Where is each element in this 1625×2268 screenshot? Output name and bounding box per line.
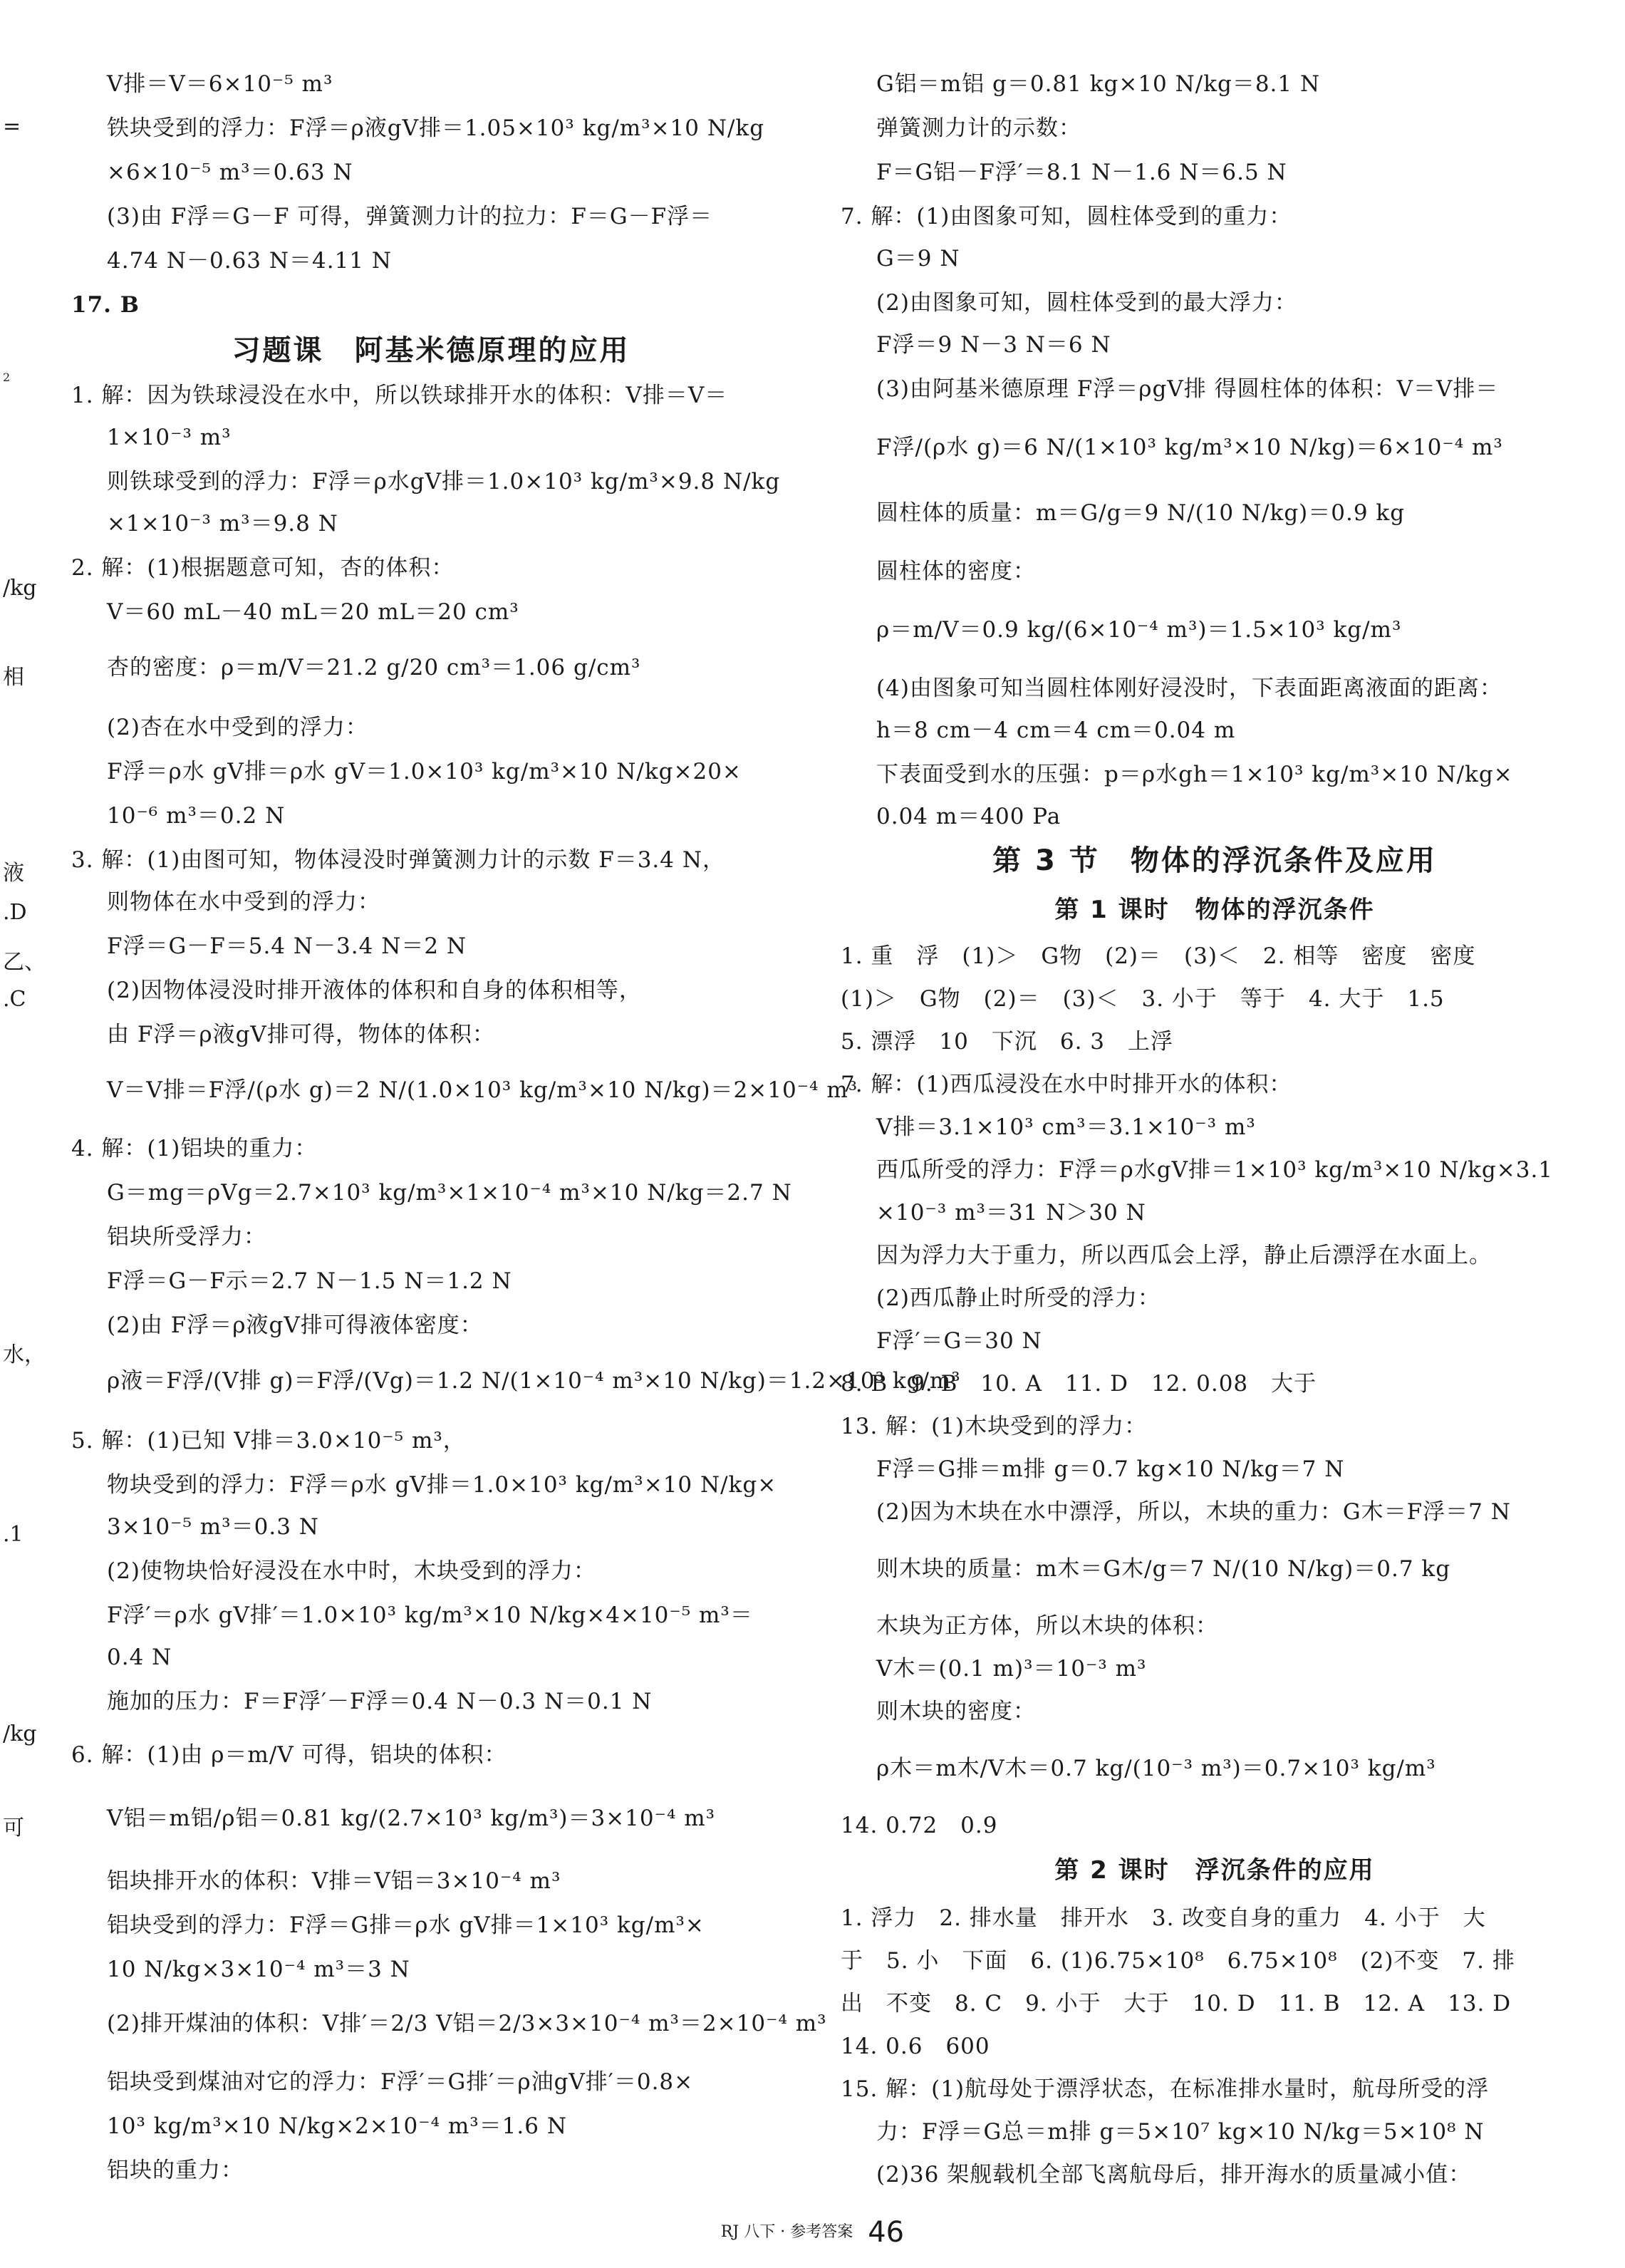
answer-line: (3)由 F浮＝G－F 可得，弹簧测力计的拉力：F＝G－F浮＝ (107, 204, 713, 229)
answer-line: (2)因为木块在水中漂浮，所以，木块的重力：G木＝F浮＝7 N (876, 1499, 1511, 1525)
footer-label: RJ 八下 · 参考答案 (720, 2223, 853, 2241)
answer-line: V铝＝m铝/ρ铝＝0.81 kg/(2.7×10³ kg/m³)＝3×10⁻⁴ m³ (107, 1806, 716, 1831)
left-margin-fragments (0, 0, 46, 2268)
answer-line: 因为浮力大于重力，所以西瓜会上浮，静止后漂浮在水面上。 (876, 1243, 1492, 1268)
edge-fragment: 水， (3, 1342, 46, 1367)
edge-fragment: 相 (3, 665, 24, 690)
section-heading: 习题课 阿基米德原理的应用 (232, 334, 630, 367)
answer-line: 7. 解：(1)西瓜浸没在水中时排开水的体积： (841, 1072, 1292, 1097)
answer-line: G＝9 N (876, 246, 960, 271)
edge-fragment: .1 (3, 1522, 24, 1547)
edge-fragment: /kg (3, 576, 37, 601)
answer-line: 木块为正方体，所以木块的体积： (876, 1613, 1218, 1639)
answer-line: 1. 重 浮 (1)＞ G物 (2)＝ (3)＜ 2. 相等 密度 密度 (841, 943, 1476, 969)
answer-line: 7. 解：(1)由图象可知，圆柱体受到的重力： (841, 204, 1292, 229)
answer-line: 由 F浮＝ρ液gV排可得，物体的体积： (107, 1022, 495, 1047)
answer-line: F浮＝G－F＝5.4 N－3.4 N＝2 N (107, 933, 467, 959)
answer-line: 西瓜所受的浮力：F浮＝ρ水gV排＝1×10³ kg/m³×10 N/kg×3.1 (876, 1157, 1554, 1183)
answer-line: V排＝V＝6×10⁻⁵ m³ (107, 71, 333, 97)
answer-line: 5. 漂浮 10 下沉 6. 3 上浮 (841, 1029, 1174, 1055)
answer-line: (3)由阿基米德原理 F浮＝ρgV排 得圆柱体的体积：V＝V排＝ (876, 376, 1499, 402)
answer-line: 则木块的质量：m木＝G木/g＝7 N/(10 N/kg)＝0.7 kg (876, 1556, 1451, 1582)
edge-fragment: 乙、 (3, 950, 46, 975)
answer-line: F浮′＝ρ水 gV排′＝1.0×10³ kg/m³×10 N/kg×4×10⁻⁵ m³＝ (107, 1602, 753, 1628)
answer-line: 0.4 N (107, 1645, 172, 1670)
answer-line: 则木块的密度： (876, 1699, 1036, 1724)
answer-line: 于 5. 小 下面 6. (1)6.75×10⁸ 6.75×10⁸ (2)不变 7. 排 (841, 1948, 1515, 1974)
answer-line: 铝块受到煤油对它的浮力：F浮′＝G排′＝ρ油gV排′＝0.8× (107, 2069, 694, 2095)
answer-line: 铝块受到的浮力：F浮＝G排＝ρ水 gV排＝1×10³ kg/m³× (107, 1912, 705, 1938)
edge-fragment: 2 (3, 371, 11, 384)
answer-line: (2)由图象可知，圆柱体受到的最大浮力： (876, 290, 1297, 316)
answer-line: 铁块受到的浮力：F浮＝ρ液gV排＝1.05×10³ kg/m³×10 N/kg (107, 115, 765, 141)
page-footer (0, 2216, 1625, 2249)
subsection-heading: 第 1 课时 物体的浮沉条件 (1054, 896, 1375, 924)
answer-line: 14. 0.6 600 (841, 2034, 990, 2059)
answer-line: 铝块的重力： (107, 2158, 244, 2183)
answer-line: 力：F浮＝G总＝m排 g＝5×10⁷ kg×10 N/kg＝5×10⁸ N (876, 2119, 1485, 2145)
answer-line: 下表面受到水的压强：p＝ρ水gh＝1×10³ kg/m³×10 N/kg× (876, 762, 1513, 787)
answer-line: 铝块排开水的体积：V排＝V铝＝3×10⁻⁴ m³ (107, 1868, 561, 1894)
answer-line: 则铁球受到的浮力：F浮＝ρ水gV排＝1.0×10³ kg/m³×9.8 N/kg (107, 469, 781, 494)
answer-line: 圆柱体的密度： (876, 559, 1036, 584)
answer-line: 杏的密度：ρ＝m/V＝21.2 g/20 cm³＝1.06 g/cm³ (107, 655, 641, 680)
answer-line: 10⁻⁶ m³＝0.2 N (107, 803, 286, 829)
answer-line: 弹簧测力计的示数： (876, 115, 1081, 141)
page-number: 46 (868, 2216, 905, 2249)
answer-line: (2)由 F浮＝ρ液gV排可得液体密度： (107, 1312, 483, 1338)
answer-line: 2. 解：(1)根据题意可知，杏的体积： (71, 555, 455, 581)
answer-line: (4)由图象可知当圆柱体刚好浸没时，下表面距离液面的距离： (876, 675, 1502, 701)
answer-line: (2)因物体浸没时排开液体的体积和自身的体积相等， (107, 978, 642, 1003)
answer-line: 4. 解：(1)铝块的重力： (71, 1136, 318, 1161)
answer-line: ×6×10⁻⁵ m³＝0.63 N (107, 160, 353, 185)
answer-line: V＝60 mL－40 mL＝20 mL＝20 cm³ (107, 599, 519, 625)
answer-line: 则物体在水中受到的浮力： (107, 889, 380, 915)
answer-line: 施加的压力：F＝F浮′－F浮＝0.4 N－0.3 N＝0.1 N (107, 1689, 653, 1714)
section-heading: 第 3 节 物体的浮沉条件及应用 (992, 844, 1437, 877)
answer-line: V排＝3.1×10³ cm³＝3.1×10⁻³ m³ (876, 1114, 1256, 1140)
answer-line: G＝mg＝ρVg＝2.7×10³ kg/m³×1×10⁻⁴ m³×10 N/kg＝2.7 N (107, 1180, 792, 1206)
answer-line: F＝G铝－F浮′＝8.1 N－1.6 N＝6.5 N (876, 160, 1287, 185)
answer-line: G铝＝m铝 g＝0.81 kg×10 N/kg＝8.1 N (876, 71, 1321, 97)
answer-line: 5. 解：(1)已知 V排＝3.0×10⁻⁵ m³， (71, 1428, 466, 1454)
edge-fragment: .D (3, 900, 27, 925)
answer-line: 3. 解：(1)由图可知，物体浸没时弹簧测力计的示数 F＝3.4 N， (71, 847, 725, 873)
answer-line: 6. 解：(1)由 ρ＝m/V 可得，铝块的体积： (71, 1742, 507, 1768)
edge-fragment: = (3, 114, 21, 139)
answer-line: F浮/(ρ水 g)＝6 N/(1×10³ kg/m³×10 N/kg)＝6×10⁻⁴ m³ (876, 435, 1503, 460)
answer-line: 0.04 m＝400 Pa (876, 804, 1061, 829)
answer-line: 3×10⁻⁵ m³＝0.3 N (107, 1514, 319, 1540)
answer-line: 4.74 N－0.63 N＝4.11 N (107, 248, 393, 274)
answer-line: 14. 0.72 0.9 (841, 1813, 998, 1838)
subsection-heading: 第 2 课时 浮沉条件的应用 (1054, 1856, 1375, 1885)
answer-line: h＝8 cm－4 cm＝4 cm＝0.04 m (876, 718, 1236, 743)
answer-line: F浮＝9 N－3 N＝6 N (876, 332, 1111, 358)
answer-line: ρ木＝m木/V木＝0.7 kg/(10⁻³ m³)＝0.7×10³ kg/m³ (876, 1756, 1436, 1781)
answer-line: 10³ kg/m³×10 N/kg×2×10⁻⁴ m³＝1.6 N (107, 2113, 567, 2139)
answer-line: 15. 解：(1)航母处于漂浮状态，在标准排水量时，航母所受的浮 (841, 2076, 1490, 2102)
answer-line: 1. 浮力 2. 排水量 排开水 3. 改变自身的重力 4. 小于 大 (841, 1905, 1486, 1931)
answer-line: 铝块所受浮力： (107, 1224, 266, 1250)
answer-line: (2)36 架舰载机全部飞离航母后，排开海水的质量减小值： (876, 2162, 1472, 2187)
edge-fragment: /kg (3, 1721, 37, 1746)
answer-line: F浮＝G－F示＝2.7 N－1.5 N＝1.2 N (107, 1268, 512, 1294)
edge-fragment: 可 (3, 1816, 24, 1840)
answer-line: 1×10⁻³ m³ (107, 425, 232, 450)
answer-line: F浮＝ρ水 gV排＝ρ水 gV＝1.0×10³ kg/m³×10 N/kg×20× (107, 759, 742, 785)
answer-line: F浮′＝G＝30 N (876, 1328, 1042, 1354)
answer-line: V木＝(0.1 m)³＝10⁻³ m³ (876, 1656, 1147, 1682)
answer-line: ρ＝m/V＝0.9 kg/(6×10⁻⁴ m³)＝1.5×10³ kg/m³ (876, 617, 1402, 643)
answer-line: 8. B 9. B 10. A 11. D 12. 0.08 大于 (841, 1371, 1317, 1397)
answer-line: (2)西瓜静止时所受的浮力： (876, 1285, 1161, 1311)
answer-line: F浮＝G排＝m排 g＝0.7 kg×10 N/kg＝7 N (876, 1456, 1345, 1482)
answer-line: 1. 解：因为铁球浸没在水中，所以铁球排开水的体积：V排＝V＝ (71, 383, 728, 408)
answer-line: V＝V排＝F浮/(ρ水 g)＝2 N/(1.0×10³ kg/m³×10 N/kg)＝2×10⁻⁴ m³ (107, 1077, 858, 1103)
answer-line: (2)排开煤油的体积：V排′＝2/3 V铝＝2/3×3×10⁻⁴ m³＝2×10⁻⁴ m³ (107, 2011, 827, 2036)
edge-fragment: 液 (3, 861, 24, 886)
answer-line: (2)杏在水中受到的浮力： (107, 715, 368, 740)
answer-line: ρ液＝F浮/(V排 g)＝F浮/(Vg)＝1.2 N/(1×10⁻⁴ m³×10 N/kg)＝1.2×10³ kg/m³ (107, 1368, 961, 1394)
answer-line: 17. B (71, 292, 140, 318)
answer-line: 物块受到的浮力：F浮＝ρ水 gV排＝1.0×10³ kg/m³×10 N/kg× (107, 1472, 777, 1498)
answer-line: 圆柱体的质量：m＝G/g＝9 N/(10 N/kg)＝0.9 kg (876, 500, 1406, 526)
answer-line: ×1×10⁻³ m³＝9.8 N (107, 511, 338, 537)
answer-line: (2)使物块恰好浸没在水中时，木块受到的浮力： (107, 1558, 596, 1584)
answer-line: ×10⁻³ m³＝31 N＞30 N (876, 1200, 1146, 1226)
edge-fragment: .C (3, 987, 26, 1012)
answer-line: (1)＞ G物 (2)＝ (3)＜ 3. 小于 等于 4. 大于 1.5 (841, 986, 1445, 1012)
answer-line: 出 不变 8. C 9. 小于 大于 10. D 11. B 12. A 13. D (841, 1991, 1512, 2016)
answer-line: 10 N/kg×3×10⁻⁴ m³＝3 N (107, 1957, 410, 1982)
answer-line: 13. 解：(1)木块受到的浮力： (841, 1414, 1148, 1439)
